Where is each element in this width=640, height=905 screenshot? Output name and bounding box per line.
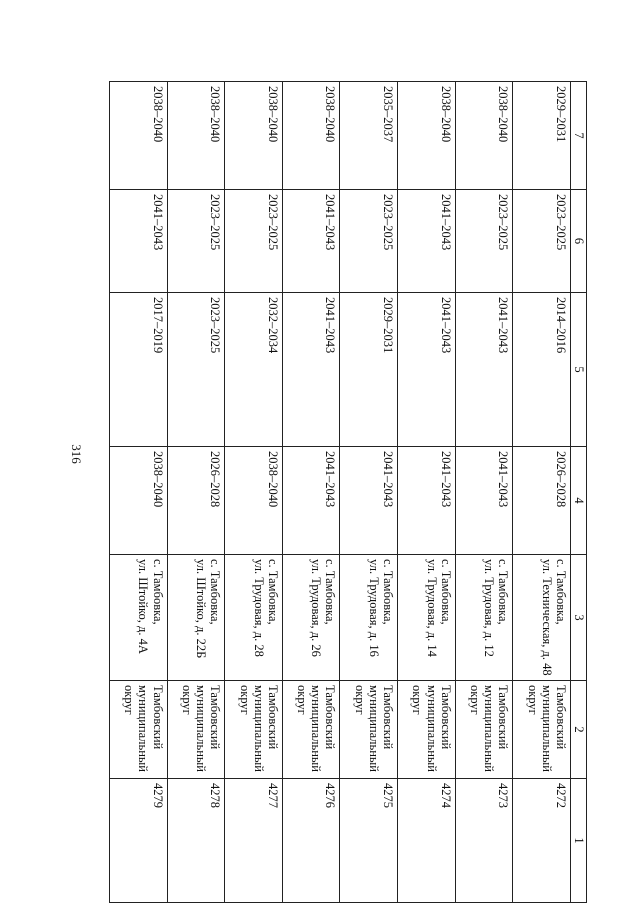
cell-address bbox=[167, 555, 225, 681]
cell-district bbox=[340, 681, 398, 779]
cell-address-line: с. Тамбовка, bbox=[208, 559, 223, 625]
cell-row-number: 4279 bbox=[110, 779, 168, 903]
cell-district-line: Тамбовский bbox=[265, 685, 280, 750]
cell-row-number: 4277 bbox=[225, 779, 283, 903]
cell-district bbox=[225, 681, 283, 779]
cell-address-line: с. Тамбовка, bbox=[554, 559, 568, 625]
cell-district-line: Тамбовский bbox=[150, 685, 165, 750]
cell-period-col7: 2038–2040 bbox=[110, 82, 168, 190]
cell-district-line: Тамбовский bbox=[496, 685, 511, 750]
cell-address-line: с. Тамбовка, bbox=[150, 559, 165, 625]
cell-row-number: 4278 bbox=[167, 779, 225, 903]
cell-period-col7: 2029–2031 bbox=[513, 82, 571, 190]
cell-row-number: 4276 bbox=[282, 779, 340, 903]
cell-period-col5: 2041–2043 bbox=[282, 293, 340, 447]
cell-district-line: округ bbox=[352, 685, 367, 715]
cell-period-col6: 2041–2043 bbox=[110, 190, 168, 293]
cell-district-line: муниципальный bbox=[482, 685, 497, 772]
cell-district-line: округ bbox=[180, 685, 194, 715]
cell-district-line: Тамбовский bbox=[208, 685, 223, 750]
cell-row-number: 4275 bbox=[340, 779, 398, 903]
cell-district-line: муниципальный bbox=[194, 685, 209, 772]
cell-address-line: ул. Трудовая, д. 28 bbox=[251, 559, 266, 657]
cell-row-number: 4273 bbox=[455, 779, 513, 903]
cell-period-col6: 2041–2043 bbox=[282, 190, 340, 293]
cell-period-col7: 2035–2037 bbox=[340, 82, 398, 190]
cell-district-line: округ bbox=[237, 685, 252, 715]
cell-period-col6: 2023–2025 bbox=[225, 190, 283, 293]
cell-period-col6: 2041–2043 bbox=[398, 190, 456, 293]
cell-period-col5: 2014–2016 bbox=[513, 293, 571, 447]
cell-address-line: с. Тамбовка, bbox=[381, 559, 396, 625]
column-number: 2 bbox=[571, 681, 587, 779]
cell-district bbox=[167, 681, 225, 779]
cell-address bbox=[340, 555, 398, 681]
column-number: 1 bbox=[571, 779, 587, 903]
cell-period-col7: 2038–2040 bbox=[282, 82, 340, 190]
table-row bbox=[225, 82, 283, 903]
cell-district-line: муниципальный bbox=[251, 685, 266, 772]
cell-period-col5: 2023–2025 bbox=[167, 293, 225, 447]
table-row bbox=[110, 82, 168, 903]
cell-period-col5: 2032–2034 bbox=[225, 293, 283, 447]
cell-period-col5: 2017–2019 bbox=[110, 293, 168, 447]
cell-address-line: ул. Техническая, д. 48 bbox=[539, 559, 554, 676]
table-row bbox=[513, 82, 571, 903]
cell-address-line: с. Тамбовка, bbox=[438, 559, 453, 625]
page-number: 316 bbox=[69, 444, 84, 464]
cell-period-col5: 2029–2031 bbox=[340, 293, 398, 447]
column-number: 7 bbox=[571, 82, 587, 190]
table-row bbox=[340, 82, 398, 903]
cell-period-col6: 2023–2025 bbox=[167, 190, 225, 293]
cell-period-col4: 2041–2043 bbox=[455, 447, 513, 555]
table-row bbox=[282, 82, 340, 903]
cell-district bbox=[513, 681, 571, 779]
cell-period-col4: 2038–2040 bbox=[110, 447, 168, 555]
cell-district-line: муниципальный bbox=[136, 685, 151, 772]
cell-district bbox=[282, 681, 340, 779]
cell-address-line: ул. Штойко, д. 22Б bbox=[194, 559, 209, 659]
cell-district-line: Тамбовский bbox=[554, 685, 568, 750]
cell-period-col4: 2041–2043 bbox=[340, 447, 398, 555]
cell-address-line: ул. Трудовая, д. 26 bbox=[309, 559, 324, 657]
cell-district bbox=[398, 681, 456, 779]
housing-register-table bbox=[109, 81, 587, 903]
table-body bbox=[110, 82, 587, 903]
cell-address-line: ул. Трудовая, д. 12 bbox=[482, 559, 497, 657]
cell-period-col7: 2038–2040 bbox=[167, 82, 225, 190]
cell-period-col4: 2026–2028 bbox=[513, 447, 571, 555]
cell-district-line: Тамбовский bbox=[438, 685, 453, 750]
cell-district-line: округ bbox=[295, 685, 310, 715]
cell-row-number: 4272 bbox=[513, 779, 571, 903]
cell-address-line: с. Тамбовка, bbox=[265, 559, 280, 625]
rotated-table-container bbox=[109, 81, 587, 902]
cell-district-line: муниципальный bbox=[367, 685, 381, 772]
cell-district bbox=[110, 681, 168, 779]
cell-address bbox=[282, 555, 340, 681]
cell-address bbox=[225, 555, 283, 681]
column-number-row bbox=[571, 82, 587, 903]
column-number: 6 bbox=[571, 190, 587, 293]
cell-district-line: муниципальный bbox=[539, 685, 554, 772]
cell-period-col4: 2041–2043 bbox=[282, 447, 340, 555]
cell-address-line: ул. Трудовая, д. 16 bbox=[367, 559, 381, 657]
cell-period-col5: 2041–2043 bbox=[398, 293, 456, 447]
cell-district-line: муниципальный bbox=[309, 685, 324, 772]
cell-district-line: округ bbox=[468, 685, 483, 715]
cell-period-col4: 2041–2043 bbox=[398, 447, 456, 555]
cell-address-line: с. Тамбовка, bbox=[496, 559, 511, 625]
cell-period-col4: 2026–2028 bbox=[167, 447, 225, 555]
cell-period-col4: 2038–2040 bbox=[225, 447, 283, 555]
cell-period-col6: 2023–2025 bbox=[455, 190, 513, 293]
cell-district-line: округ bbox=[122, 685, 137, 715]
cell-address bbox=[398, 555, 456, 681]
cell-address-line: ул. Штойко, д. 4А bbox=[136, 559, 151, 654]
cell-district-line: Тамбовский bbox=[381, 685, 396, 750]
table-row bbox=[455, 82, 513, 903]
cell-row-number: 4274 bbox=[398, 779, 456, 903]
cell-period-col7: 2038–2040 bbox=[455, 82, 513, 190]
cell-district bbox=[455, 681, 513, 779]
cell-address bbox=[455, 555, 513, 681]
cell-address-line: ул. Трудовая, д. 14 bbox=[424, 559, 439, 657]
cell-address bbox=[513, 555, 571, 681]
cell-address-line: с. Тамбовка, bbox=[323, 559, 338, 625]
cell-period-col6: 2023–2025 bbox=[340, 190, 398, 293]
cell-period-col5: 2041–2043 bbox=[455, 293, 513, 447]
table-row bbox=[398, 82, 456, 903]
cell-period-col7: 2038–2040 bbox=[398, 82, 456, 190]
cell-district-line: Тамбовский bbox=[323, 685, 338, 750]
cell-period-col6: 2023–2025 bbox=[513, 190, 571, 293]
table-row bbox=[167, 82, 225, 903]
cell-district-line: округ bbox=[525, 685, 540, 715]
column-number: 4 bbox=[571, 447, 587, 555]
cell-district-line: муниципальный bbox=[424, 685, 439, 772]
cell-period-col7: 2038–2040 bbox=[225, 82, 283, 190]
cell-district-line: округ bbox=[410, 685, 425, 715]
column-number: 3 bbox=[571, 555, 587, 681]
cell-address bbox=[110, 555, 168, 681]
column-number: 5 bbox=[571, 293, 587, 447]
